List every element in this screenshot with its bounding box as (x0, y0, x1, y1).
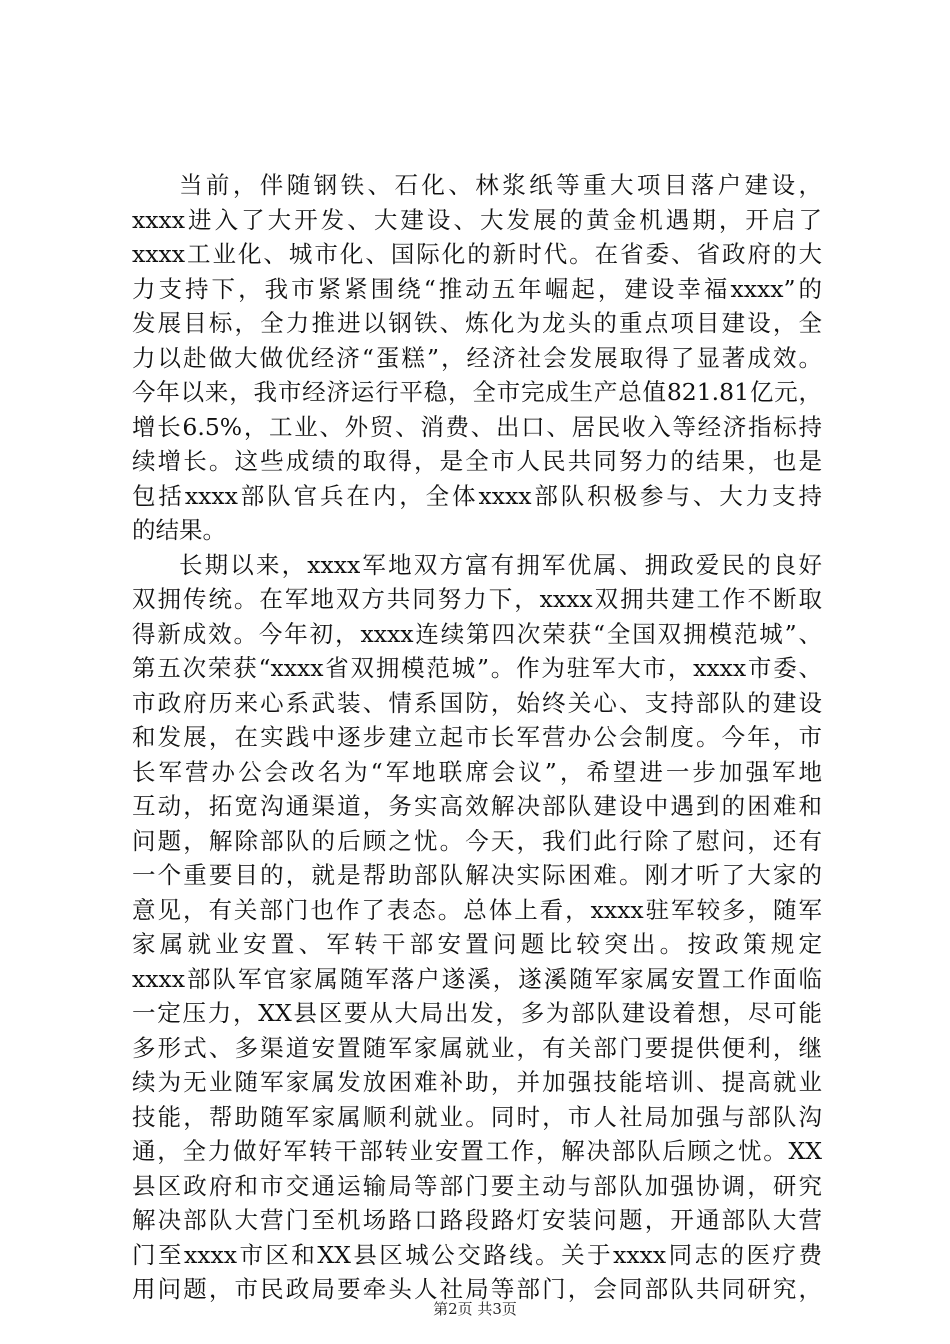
text-line: 和发展，在实践中逐步建立起市长军营办公会制度。今年，市 (132, 723, 822, 751)
text-line: 技能，帮助随军家属顺利就业。同时，市人社局加强与部队沟 (132, 1102, 822, 1131)
text-line: 长期以来，xxxx军地双方富有拥军优属、拥政爱民的良好 (179, 550, 822, 579)
paragraph-1 (132, 168, 822, 548)
text-line: 意见，有关部门也作了表态。总体上看，xxxx驻军较多，随军 (132, 895, 822, 924)
text-line: 得新成效。今年初，xxxx连续第四次荣获“全国双拥模范城”、 (132, 619, 822, 648)
text-line: 发展目标，全力推进以钢铁、炼化为龙头的重点项目建设，全 (132, 309, 822, 337)
text-line: 多形式、多渠道安置随军家属就业，有关部门要提供便利，继 (132, 1033, 822, 1062)
text-line: xxxx进入了大开发、大建设、大发展的黄金机遇期，开启了 (132, 205, 822, 234)
text-line: 第五次荣获“xxxx省双拥模范城”。作为驻军大市，xxxx市委、 (132, 654, 822, 682)
text-line: 通，全力做好军转干部转业安置工作，解决部队后顾之忧。XX (132, 1137, 822, 1165)
text-line: 一定压力，XX县区要从大局出发，多为部队建设着想，尽可能 (132, 999, 822, 1027)
text-line: xxxx部队军官家属随军落户遂溪，遂溪随军家属安置工作面临 (132, 964, 822, 993)
text-line: 的结果。 (132, 516, 226, 544)
text-line: 县区政府和市交通运输局等部门要主动与部队加强协调，研究 (132, 1171, 822, 1200)
text-line: 增长6.5%，工业、外贸、消费、出口、居民收入等经济指标持 (132, 412, 822, 441)
text-line: 力支持下，我市紧紧围绕“推动五年崛起，建设幸福xxxx”的 (132, 274, 822, 303)
text-line: 市政府历来心系武装、情系国防，始终关心、支持部队的建设 (132, 688, 822, 717)
text-line: 问题，解除部队的后顾之忧。今天，我们此行除了慰问，还有 (132, 826, 822, 855)
text-line: 力以赴做大做优经济“蛋糕”，经济社会发展取得了显著成效。 (132, 343, 822, 372)
text-line: 互动，拓宽沟通渠道，务实高效解决部队建设中遇到的困难和 (132, 792, 822, 820)
text-line: 续为无业随军家属发放困难补助，并加强技能培训、提高就业 (132, 1068, 822, 1096)
text-line: xxxx工业化、城市化、国际化的新时代。在省委、省政府的大 (132, 240, 822, 268)
paragraph-2 (132, 548, 822, 1307)
document-body (132, 168, 822, 1307)
text-line: 一个重要目的，就是帮助部队解决实际困难。刚才听了大家的 (132, 861, 822, 889)
page-footer (0, 1299, 950, 1319)
text-line: 续增长。这些成绩的取得，是全市人民共同努力的结果，也是 (132, 447, 822, 475)
text-line: 解决部队大营门至机场路口路段路灯安装问题，开通部队大营 (132, 1206, 822, 1234)
text-line: 双拥传统。在军地双方共同努力下，xxxx双拥共建工作不断取 (132, 585, 822, 613)
text-line: 今年以来，我市经济运行平稳，全市完成生产总值821.81亿元， (132, 378, 822, 406)
text-line: 用问题，市民政局要牵头人社局等部门，会同部队共同研究， (132, 1275, 822, 1303)
text-line: 门至xxxx市区和XX县区城公交路线。关于xxxx同志的医疗费 (132, 1240, 822, 1269)
text-line: 长军营办公会改名为“军地联席会议”，希望进一步加强军地 (132, 757, 822, 786)
page-number-label: 第2页 共3页 (433, 1300, 517, 1318)
text-line: 包括xxxx部队官兵在内，全体xxxx部队积极参与、大力支持 (132, 481, 822, 510)
text-line: 家属就业安置、军转干部安置问题比较突出。按政策规定 (132, 930, 822, 958)
text-line: 当前，伴随钢铁、石化、林浆纸等重大项目落户建设， (179, 171, 822, 199)
